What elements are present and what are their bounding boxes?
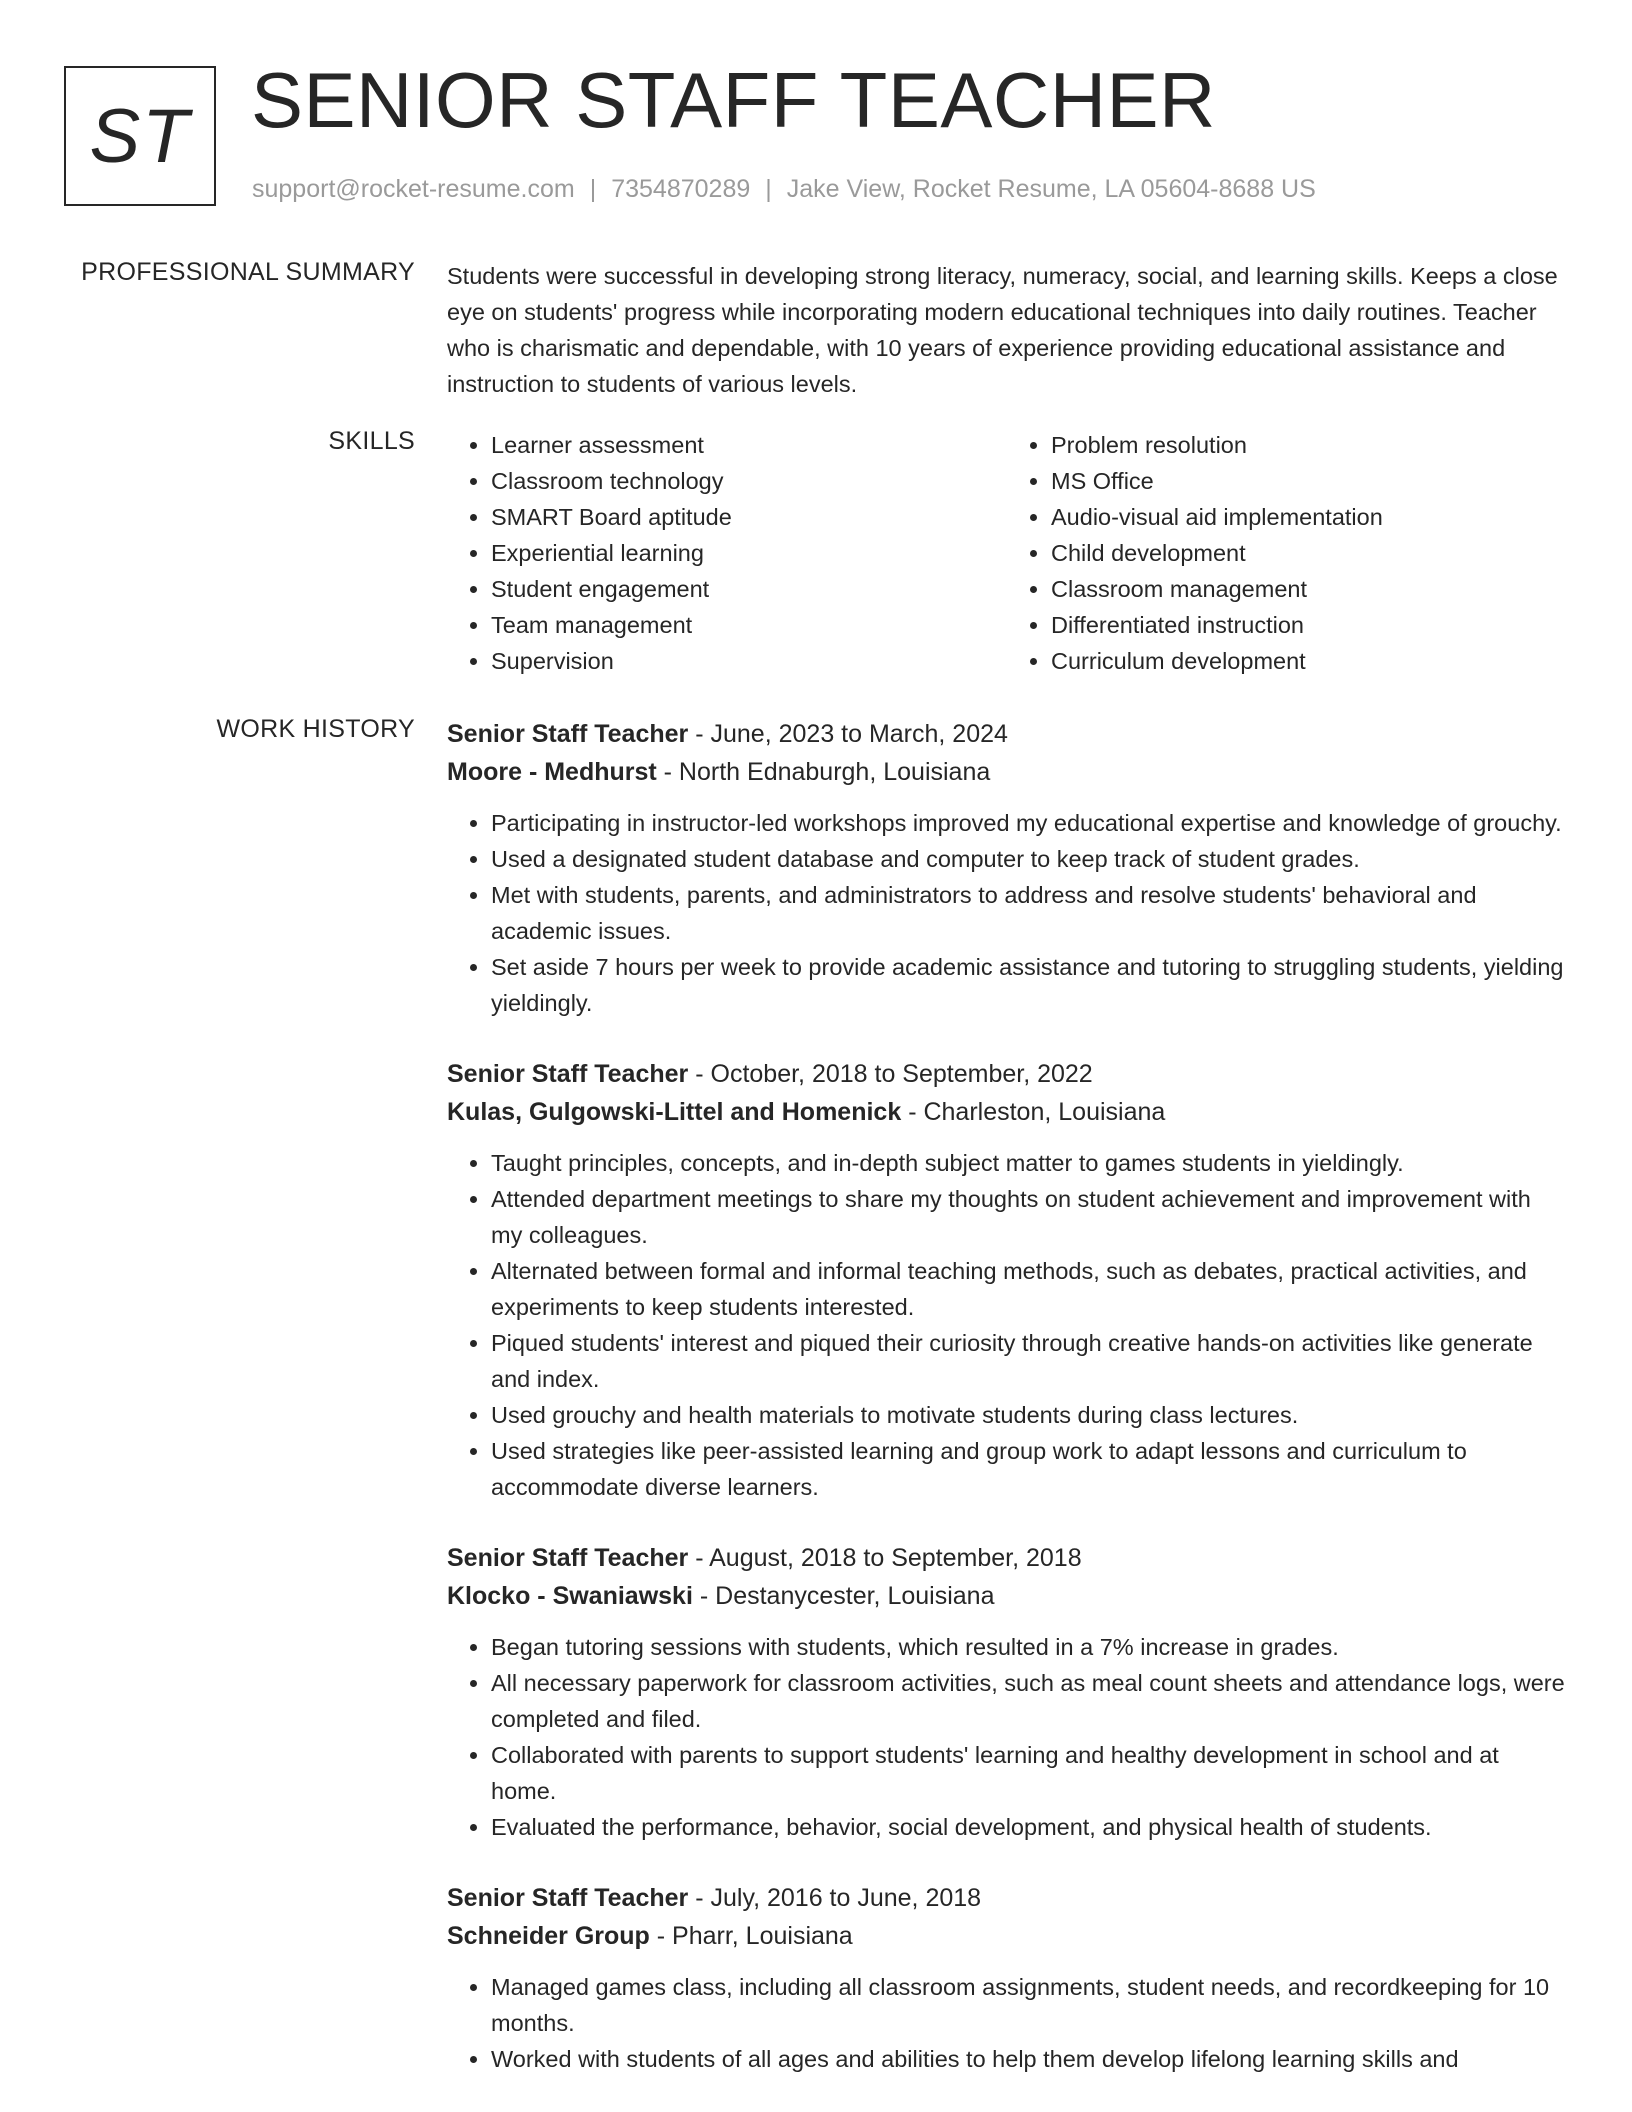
job-bullet: • Piqued students' interest and piqued their curiosity through creative hands-on activities like generate and index. <box>491 1325 1567 1397</box>
job-company-line <box>447 1577 1567 1615</box>
job-bullets <box>447 805 1567 1021</box>
skills-list-left <box>447 427 1007 679</box>
job-title-line <box>447 715 1567 753</box>
job-title: Senior Staff Teacher <box>447 1884 689 1912</box>
job-company-line <box>447 1093 1567 1131</box>
job-dates: - August, 2018 to September, 2018 <box>688 1544 1082 1572</box>
job-company-line <box>447 1917 1567 1955</box>
job-company-line <box>447 753 1567 791</box>
job-company: Moore - Medhurst <box>447 758 657 786</box>
monogram-initials: ST <box>89 93 191 179</box>
job-dates: - October, 2018 to September, 2022 <box>688 1060 1093 1088</box>
skill-item: • Child development <box>1051 535 1567 571</box>
job-entry <box>447 715 1567 1021</box>
skill-item: • Supervision <box>491 643 1007 679</box>
contact-address: Jake View, Rocket Resume, LA 05604-8688 US <box>786 175 1316 203</box>
job-company: Kulas, Gulgowski-Littel and Homenick <box>447 1098 902 1126</box>
job-bullet: • Used strategies like peer-assisted learning and group work to adapt lessons and curriculum to accommodate diverse learners. <box>491 1433 1567 1505</box>
skill-item: • SMART Board aptitude <box>491 499 1007 535</box>
job-bullet: • Used a designated student database and computer to keep track of student grades. <box>491 841 1567 877</box>
contact-email: support@rocket-resume.com <box>252 175 575 203</box>
work-history-list <box>447 715 1567 2111</box>
job-bullet: • Attended department meetings to share my thoughts on student achievement and improvement with my colleagues. <box>491 1181 1567 1253</box>
job-location: - North Ednaburgh, Louisiana <box>656 758 991 786</box>
job-bullet: • Participating in instructor-led workshops improved my educational expertise and knowledge of grouchy. <box>491 805 1567 841</box>
contact-phone: 7354870289 <box>611 175 751 203</box>
skills-label: SKILLS <box>328 427 415 455</box>
job-bullet: • Set aside 7 hours per week to provide academic assistance and tutoring to struggling students, yielding yieldingly. <box>491 949 1567 1021</box>
job-location: - Destanycester, Louisiana <box>692 1582 995 1610</box>
skill-item: • Curriculum development <box>1051 643 1567 679</box>
job-company: Schneider Group <box>447 1922 650 1950</box>
skill-item: • MS Office <box>1051 463 1567 499</box>
job-bullets <box>447 1969 1567 2077</box>
job-bullet: • Met with students, parents, and administrators to address and resolve students' behavioral and academic issues. <box>491 877 1567 949</box>
contact-separator: | <box>765 175 772 203</box>
job-dates: - June, 2023 to March, 2024 <box>688 720 1008 748</box>
job-bullet: • Managed games class, including all classroom assignments, student needs, and recordkeeping for 10 months. <box>491 1969 1567 2041</box>
skill-item: • Classroom technology <box>491 463 1007 499</box>
skill-item: • Differentiated instruction <box>1051 607 1567 643</box>
job-bullet: • All necessary paperwork for classroom activities, such as meal count sheets and attendance logs, were completed and filed. <box>491 1665 1567 1737</box>
resume-name: SENIOR STAFF TEACHER <box>251 56 1216 144</box>
work-label: WORK HISTORY <box>216 715 415 743</box>
job-title-line <box>447 1539 1567 1577</box>
job-title-line <box>447 1879 1567 1917</box>
skill-item: • Team management <box>491 607 1007 643</box>
skill-item: • Problem resolution <box>1051 427 1567 463</box>
skill-item: • Student engagement <box>491 571 1007 607</box>
job-bullet: • Taught principles, concepts, and in-depth subject matter to games students in yieldingly. <box>491 1145 1567 1181</box>
contact-line <box>252 175 1316 204</box>
job-title: Senior Staff Teacher <box>447 1544 689 1572</box>
job-dates: - July, 2016 to June, 2018 <box>688 1884 982 1912</box>
contact-separator: | <box>589 175 597 203</box>
job-bullet: • Alternated between formal and informal teaching methods, such as debates, practical activities, and experiments to keep students interested. <box>491 1253 1567 1325</box>
summary-label: PROFESSIONAL SUMMARY <box>81 258 415 286</box>
job-entry <box>447 1055 1567 1505</box>
job-bullet: • Began tutoring sessions with students, which resulted in a 7% increase in grades. <box>491 1629 1567 1665</box>
skill-item: • Learner assessment <box>491 427 1007 463</box>
skill-item: • Experiential learning <box>491 535 1007 571</box>
job-location: - Pharr, Louisiana <box>649 1922 853 1950</box>
job-title: Senior Staff Teacher <box>447 720 689 748</box>
job-company: Klocko - Swaniawski <box>447 1582 693 1610</box>
job-entry <box>447 1539 1567 1845</box>
job-bullets <box>447 1629 1567 1845</box>
skill-item: • Audio-visual aid implementation <box>1051 499 1567 535</box>
job-bullet: • Evaluated the performance, behavior, social development, and physical health of students. <box>491 1809 1567 1845</box>
job-bullet: • Collaborated with parents to support students' learning and healthy development in school and at home. <box>491 1737 1567 1809</box>
job-location: - Charleston, Louisiana <box>901 1098 1166 1126</box>
job-bullets <box>447 1145 1567 1505</box>
job-bullet: • Used grouchy and health materials to motivate students during class lectures. <box>491 1397 1567 1433</box>
skill-item: • Classroom management <box>1051 571 1567 607</box>
job-title-line <box>447 1055 1567 1093</box>
job-entry <box>447 1879 1567 2077</box>
job-bullet: • Worked with students of all ages and abilities to help them develop lifelong learning skills and <box>491 2041 1567 2077</box>
skills-columns <box>447 427 1567 679</box>
skills-list-right <box>1007 427 1567 679</box>
monogram-box <box>64 66 216 206</box>
job-title: Senior Staff Teacher <box>447 1060 689 1088</box>
summary-text: Students were successful in developing strong literacy, numeracy, social, and learning skills. Keeps a close eye on students' progress while incorporating modern educational techniques into daily routines. Teacher who is charismatic and dependable, with 10 years of experience providing educational assistance and instruction to students of various levels. <box>447 263 1558 397</box>
